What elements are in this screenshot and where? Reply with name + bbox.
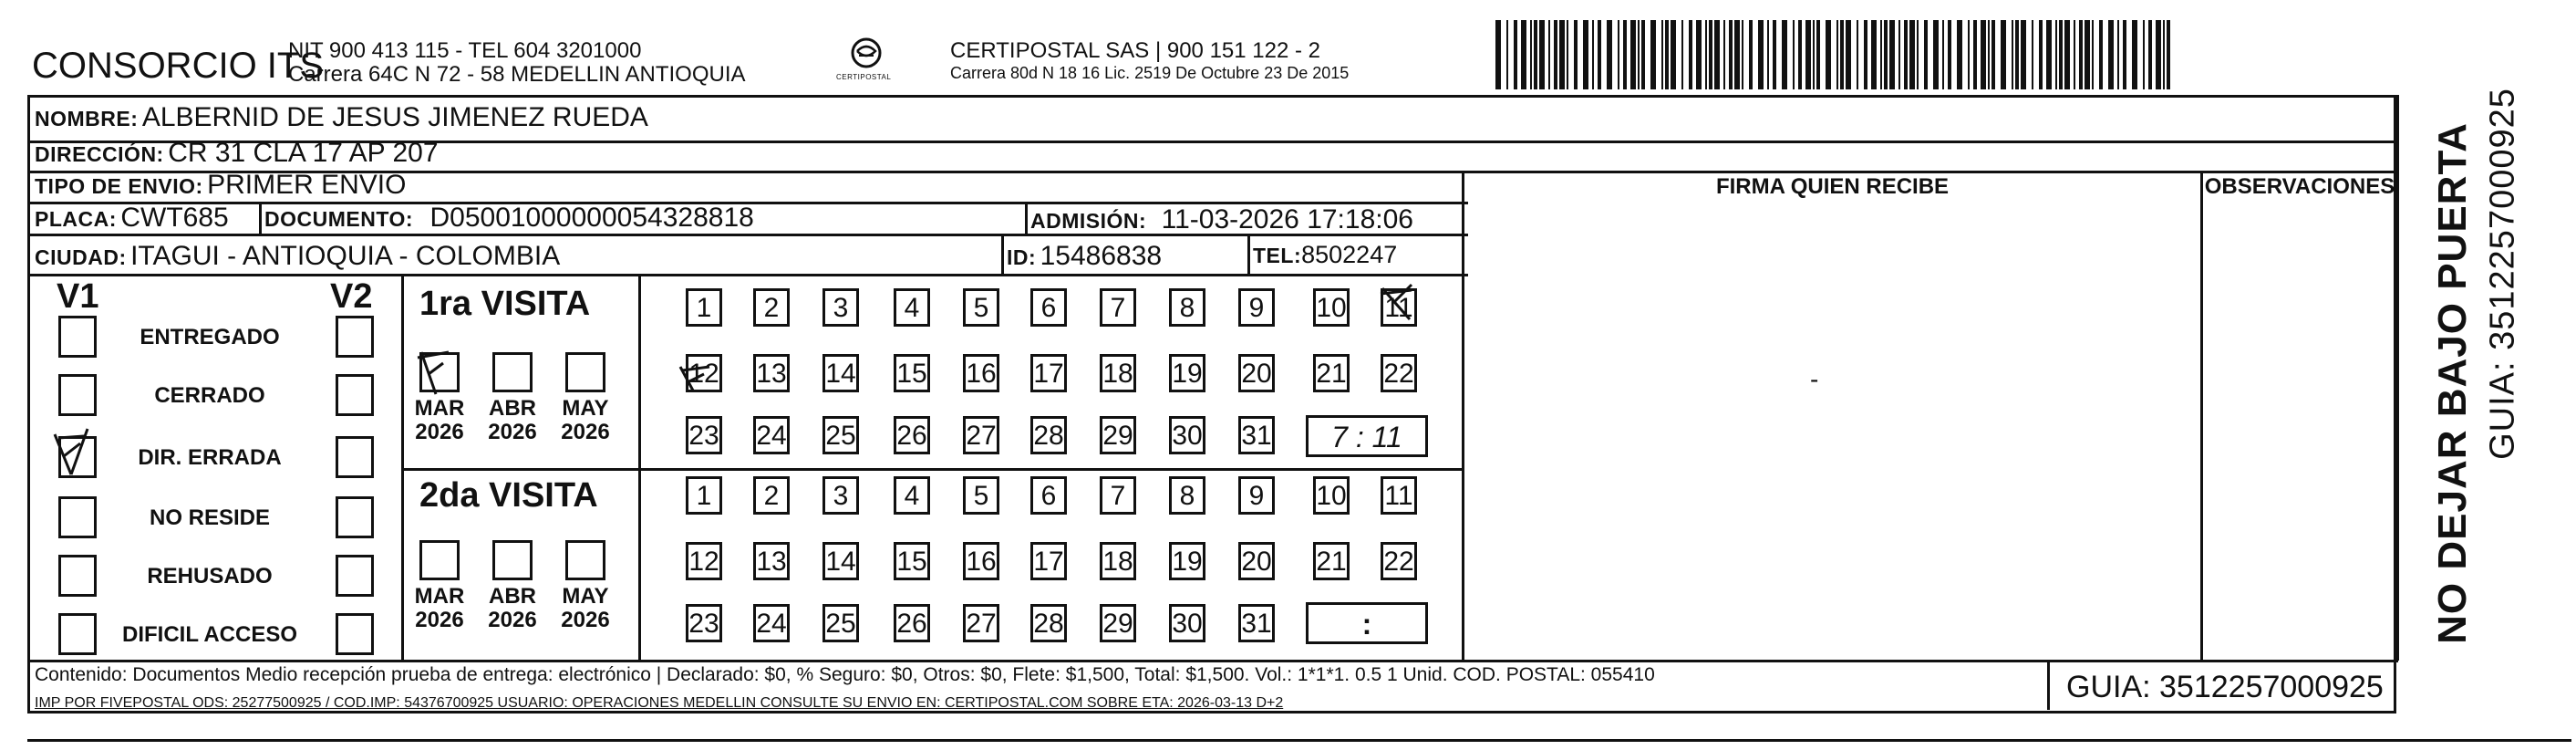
day-box[interactable]: 24 [753,604,790,642]
barcode-bar [1548,20,1550,89]
day-box[interactable]: 13 [753,542,790,580]
day-box[interactable]: 18 [1100,542,1136,580]
barcode-bar [1924,20,1928,89]
barcode-bar [2167,20,2170,89]
barcode-bar [1864,20,1867,89]
day-box[interactable]: 7 [1100,476,1136,515]
barcode-bar [1880,20,1882,89]
day-box[interactable]: 15 [894,354,930,392]
day-box[interactable]: 19 [1169,354,1205,392]
placa-label: PLACA: [35,207,117,231]
firma-header: FIRMA QUIEN RECIBE [1715,174,1950,199]
day-box[interactable]: 22 [1381,542,1417,580]
barcode-bar [2039,20,2043,89]
status-label: NO RESIDE [149,505,271,530]
day-box[interactable]: 27 [963,416,999,454]
barcode-bar [1948,20,1951,89]
day-box[interactable]: 1 [686,288,722,327]
barcode-bar [1598,20,1601,89]
barcode-bar [2012,20,2013,89]
barcode-bar [1904,20,1908,89]
barcode-graphic [1495,20,2179,89]
day-box[interactable]: 13 [753,354,790,392]
barcode-bar [1973,20,1977,89]
placa-cell [35,203,229,234]
barcode-bar [1805,20,1811,89]
barcode-bar [1554,20,1557,89]
day-box[interactable]: 3 [822,288,859,327]
year-label: 2026 [415,420,464,444]
barcode-bar [1942,20,1944,89]
barcode-bar [1889,20,1895,89]
barcode [1495,20,2179,89]
company-address: Carrera 64C N 72 - 58 MEDELLIN ANTIOQUIA [288,62,746,87]
barcode-bar [2148,20,2152,89]
barcode-bar [1567,20,1568,89]
day-box[interactable]: 16 [963,542,999,580]
direccion-value: CR 31 CLA 17 AP 207 [168,138,439,168]
day-box[interactable]: 20 [1238,542,1275,580]
barcode-bar [2059,20,2063,89]
day-box[interactable]: 10 [1313,476,1350,515]
documento-cell [264,203,754,234]
barcode-bar [1933,20,1939,89]
day-box[interactable]: 12 [686,542,722,580]
month-checkbox[interactable] [565,540,605,580]
month-label: MAR [414,584,465,609]
month-label: ABR [489,396,536,421]
day-box[interactable]: 10 [1313,288,1350,327]
company-nit: NIT 900 413 115 - TEL 604 3201000 [288,38,642,63]
ciudad-value: ITAGUI - ANTIOQUIA - COLOMBIA [130,241,561,271]
day-box[interactable]: 23 [686,416,722,454]
day-box[interactable]: 29 [1100,416,1136,454]
day-box[interactable]: 6 [1030,288,1067,327]
barcode-bar [1641,20,1645,89]
barcode-bar [1689,20,1692,89]
day-box[interactable]: 15 [894,542,930,580]
barcode-bar [1749,20,1753,89]
barcode-bar [1530,20,1532,89]
day-box[interactable]: 18 [1100,354,1136,392]
v2-checkbox[interactable] [336,613,374,655]
barcode-bar [1816,20,1820,89]
day-box[interactable]: 2 [753,288,790,327]
barcode-bar [1988,20,1990,89]
v2-checkbox[interactable] [336,374,374,416]
nombre-label: NOMBRE: [35,107,139,130]
v2-label: V2 [330,277,373,316]
day-box[interactable]: 31 [1238,416,1275,454]
carrier-license: Carrera 80d N 18 16 Lic. 2519 De Octubre 23 De 2015 [950,64,1350,82]
v2-checkbox[interactable] [336,496,374,538]
day-box[interactable]: 5 [963,476,999,515]
barcode-bar [2074,20,2075,89]
day-box[interactable]: 20 [1238,354,1275,392]
id-value: 15486838 [1040,241,1163,271]
signature-area[interactable] [1464,202,2200,660]
status-label: ENTREGADO [140,325,280,349]
day-box[interactable]: 5 [963,288,999,327]
placa-value: CWT685 [120,203,229,233]
footer-contenido: Contenido: Documentos Medio recepción prueba de entrega: electrónico | Declarado: $0, % Seguro: $0, Otros: $0, Flete: $1,500, Total: $1,500. Vol.: 1*1*1. 0.5 1 Unid. COD. POSTAL: 055410 [35,664,1655,685]
day-box[interactable]: 3 [822,476,859,515]
barcode-bar [2099,20,2103,89]
day-box[interactable]: 9 [1238,476,1275,515]
barcode-bar [1514,20,1517,89]
barcode-bar [1623,20,1627,89]
barcode-bar [1583,20,1588,89]
barcode-bar [2117,20,2119,89]
barcode-bar [1857,20,1858,89]
barcode-bar [1991,20,1995,89]
v2-checkbox[interactable] [336,316,374,358]
month-checkbox[interactable] [565,352,605,392]
barcode-bar [2055,20,2057,89]
day-box[interactable]: 30 [1169,604,1205,642]
tipo-label: TIPO DE ENVIO: [35,174,203,198]
barcode-bar [1840,20,1844,89]
barcode-bar [1638,20,1640,89]
barcode-bar [1836,20,1838,89]
barcode-bar [1521,20,1526,89]
barcode-bar [1884,20,1888,89]
day-box[interactable]: 27 [963,604,999,642]
day-box[interactable]: 12 [686,354,722,392]
day-box[interactable]: 28 [1030,604,1067,642]
day-box[interactable]: 28 [1030,416,1067,454]
month-checkbox[interactable] [419,540,460,580]
barcode-bar [1681,20,1683,89]
day-box[interactable]: 11 [1381,476,1417,515]
day-box[interactable]: 29 [1100,604,1136,642]
ciudad-cell [35,241,560,272]
year-label: 2026 [561,608,610,632]
barcode-bar [2079,20,2083,89]
status-label: CERRADO [154,383,265,408]
barcode-bar [2143,20,2145,89]
barcode-bar [2085,20,2090,89]
barcode-bar [1917,20,1919,89]
tel-label: TEL: [1253,244,1302,267]
day-box[interactable]: 17 [1030,542,1067,580]
side-notice: NO DEJAR BAJO PUERTA [2430,122,2475,644]
barcode-bar [1782,20,1787,89]
month-checkbox[interactable] [492,540,533,580]
visit2-title: 2da VISITA [419,476,598,515]
certipostal-logo [834,33,898,84]
month-label: MAR [414,396,465,421]
barcode-bar [1592,20,1594,89]
day-box[interactable]: 25 [822,604,859,642]
day-box[interactable]: 30 [1169,416,1205,454]
barcode-bar [1665,20,1669,89]
barcode-bar [1773,20,1776,89]
observaciones-area[interactable] [2203,202,2396,660]
day-box[interactable]: 8 [1169,288,1205,327]
barcode-bar [1826,20,1831,89]
ciudad-label: CIUDAD: [35,245,127,269]
v2-checkbox[interactable] [336,555,374,597]
v1-label: V1 [57,277,99,316]
day-box[interactable]: 31 [1238,604,1275,642]
year-label: 2026 [488,420,537,444]
day-box[interactable]: 21 [1313,354,1350,392]
barcode-bar [1539,20,1545,89]
barcode-bar [1729,20,1733,89]
year-label: 2026 [488,608,537,632]
barcode-bar [1968,20,1970,89]
tipo-value: PRIMER ENVIO [207,170,407,200]
footer-guia: GUIA: 3512257000925 [2066,670,2384,704]
day-box[interactable]: 4 [894,476,930,515]
barcode-bar [1650,20,1656,89]
visit2-time[interactable]: : [1306,602,1428,644]
day-box[interactable]: 26 [894,416,930,454]
admision-value: 11-03-2026 17:18:06 [1161,204,1413,234]
barcode-bar [1981,20,1986,89]
barcode-bar [2046,20,2052,89]
v2-checkbox[interactable] [336,436,374,478]
day-box[interactable]: 21 [1313,542,1350,580]
barcode-bar [2132,20,2137,89]
barcode-bar [2123,20,2126,89]
barcode-bar [1957,20,1962,89]
status-label: DIFICIL ACCESO [121,622,297,647]
month-label: MAY [562,584,609,609]
direccion-label: DIRECCIÓN: [35,142,164,166]
day-box[interactable]: 4 [894,288,930,327]
day-box[interactable]: 17 [1030,354,1067,392]
barcode-bar [2021,20,2026,89]
barcode-bar [1705,20,1707,89]
id-label: ID: [1007,245,1037,269]
barcode-bar [2108,20,2114,89]
day-box[interactable]: 8 [1169,476,1205,515]
day-box[interactable]: 9 [1238,288,1275,327]
documento-value: D05001000000054328818 [429,203,754,233]
observaciones-dash: - [1810,365,1819,393]
direccion-row [35,138,439,169]
barcode-bar [1742,20,1743,89]
admision-label: ADMISIÓN: [1030,209,1147,233]
company-name: CONSORCIO ITS [32,46,325,86]
barcode-bar [2064,20,2070,89]
day-box[interactable]: 1 [686,476,722,515]
nombre-row [35,102,648,133]
day-box[interactable]: 14 [822,354,859,392]
barcode-bar [1661,20,1663,89]
month-checkbox[interactable] [492,352,533,392]
barcode-bar [2015,20,2019,89]
barcode-bar [1734,20,1740,89]
day-box[interactable]: 7 [1100,288,1136,327]
barcode-bar [1534,20,1537,89]
barcode-bar [2032,20,2033,89]
barcode-bar [1618,20,1619,89]
day-box[interactable]: 23 [686,604,722,642]
barcode-bar [2001,20,2006,89]
admision-cell [1030,204,1413,235]
month-label: ABR [489,584,536,609]
status-label: DIR. ERRADA [138,445,282,470]
logo-caption: CERTIPOSTAL [836,73,892,81]
barcode-bar [1909,20,1915,89]
day-box[interactable]: 14 [822,542,859,580]
carrier-name: CERTIPOSTAL SAS | 900 151 122 - 2 [950,38,1320,63]
year-label: 2026 [561,420,610,444]
side-guia: GUIA: 3512257000925 [2483,88,2522,460]
barcode-bar [1723,20,1725,89]
barcode-bar [1709,20,1712,89]
nombre-value: ALBERNID DE JESUS JIMENEZ RUEDA [141,102,648,132]
barcode-bar [1574,20,1578,89]
barcode-bar [2163,20,2165,89]
visit1-title: 1ra VISITA [419,285,591,323]
barcode-bar [1871,20,1877,89]
barcode-bar [1898,20,1900,89]
day-box[interactable]: 2 [753,476,790,515]
barcode-bar [1671,20,1676,89]
month-checkbox[interactable] [419,352,460,392]
tel-value: 8502247 [1301,241,1398,268]
barcode-bar [1495,20,1501,89]
year-label: 2026 [415,608,464,632]
month-label: MAY [562,396,609,421]
tipo-row [35,170,406,201]
id-cell [1007,241,1162,272]
day-box[interactable]: 16 [963,354,999,392]
footer-guia-box [2047,662,2396,710]
barcode-bar [1696,20,1702,89]
day-box[interactable]: 25 [822,416,859,454]
footer-imp: IMP POR FIVEPOSTAL ODS: 25277500925 / COD.IMP: 54376700925 USUARIO: OPERACIONES MEDELLIN CONSULTE SU ENVIO EN: CERTIPOSTAL.COM SOBRE ETA: 2026-03-13 D+2 [35,695,1284,711]
day-box[interactable]: 24 [753,416,790,454]
day-box[interactable]: 22 [1381,354,1417,392]
documento-label: DOCUMENTO: [264,207,414,231]
barcode-bar [2092,20,2094,89]
barcode-bar [1506,20,1508,89]
barcode-bar [2156,20,2161,89]
visit1-time[interactable]: 7 : 11 [1306,415,1428,457]
day-box[interactable]: 19 [1169,542,1205,580]
barcode-bar [1607,20,1612,89]
status-label: REHUSADO [147,564,273,589]
barcode-bar [1846,20,1851,89]
barcode-bar [1630,20,1636,89]
barcode-bar [1758,20,1764,89]
barcode-bar [1793,20,1795,89]
tel-cell [1253,241,1397,269]
barcode-bar [1798,20,1802,89]
day-box[interactable]: 11 [1381,288,1417,327]
barcode-bar [1767,20,1769,89]
observaciones-header: OBSERVACIONES [2204,174,2395,199]
barcode-bar [1559,20,1565,89]
barcode-bar [1813,20,1815,89]
day-box[interactable]: 26 [894,604,930,642]
barcode-bar [1714,20,1720,89]
day-box[interactable]: 6 [1030,476,1067,515]
